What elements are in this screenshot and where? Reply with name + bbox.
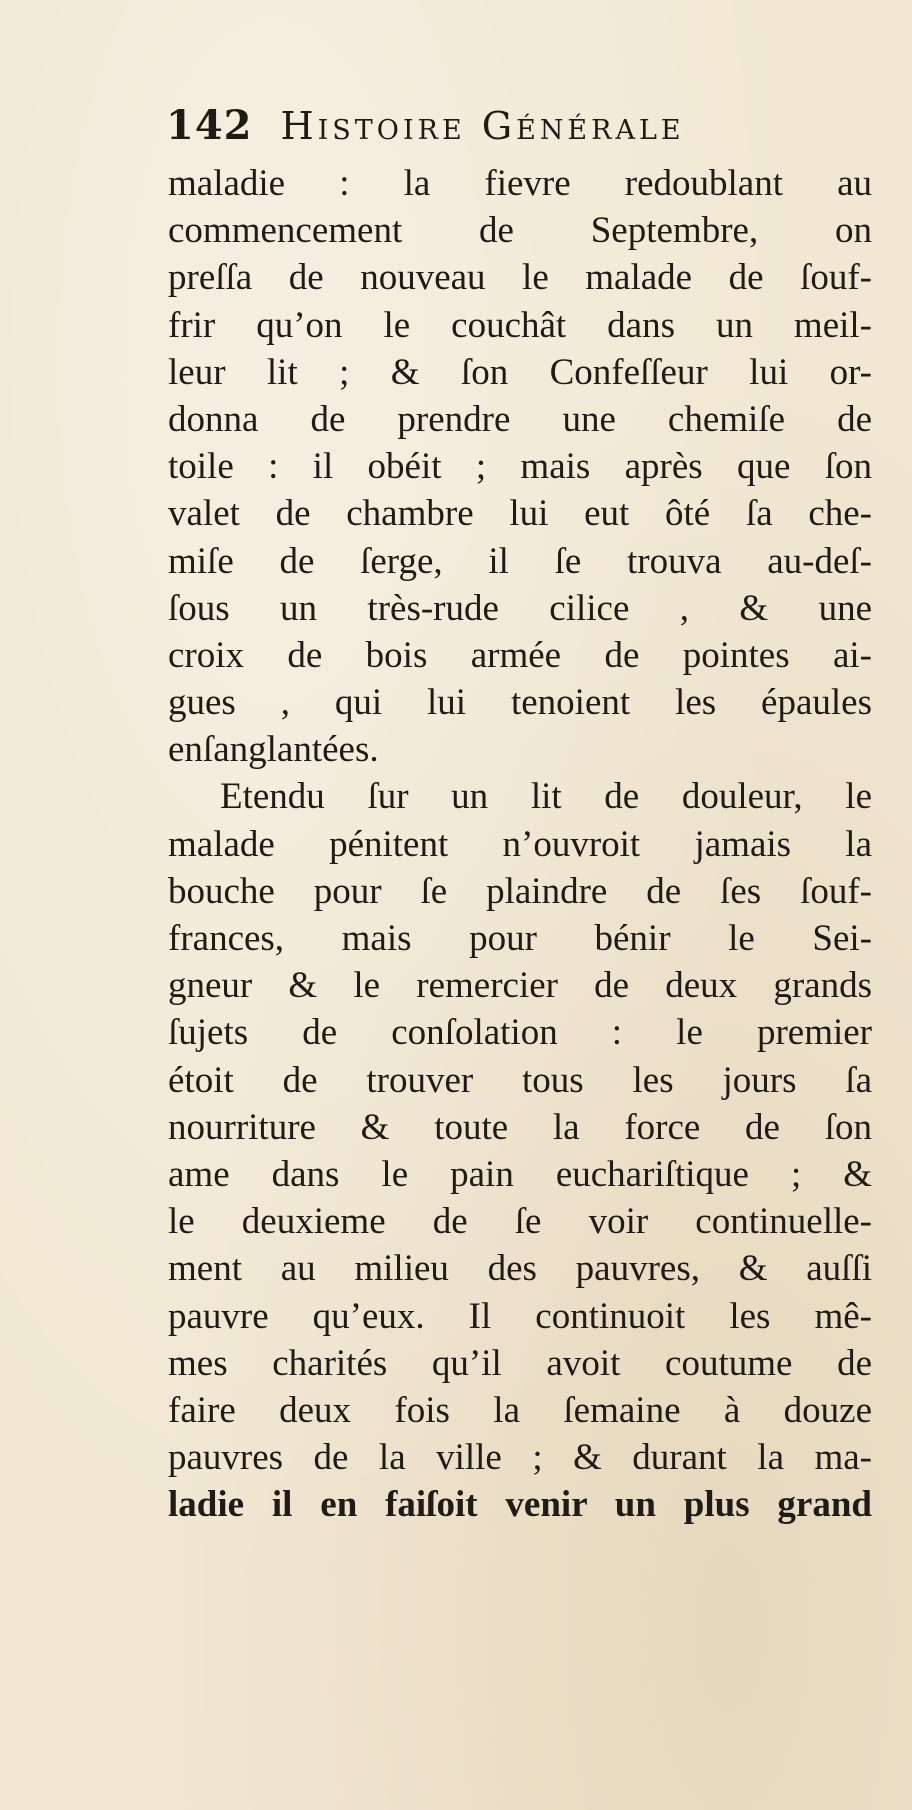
text-line-8: valet de chambre lui eut ôté ſa che-: [168, 493, 872, 535]
text-line-24: ment au milieu des pauvres, & auſſi: [168, 1248, 872, 1290]
text-line-12: gues , qui lui tenoient les épaules: [168, 682, 872, 724]
text-line-13: enſanglantées.: [168, 729, 379, 771]
text-line-23: le deuxieme de ſe voir continuelle-: [168, 1201, 872, 1243]
text-line-5: leur lit ; & ſon Confeſſeur lui or-: [168, 351, 872, 393]
text-line-9: miſe de ſerge, il ſe trouva au-deſ-: [168, 540, 872, 582]
text-line-16: bouche pour ſe plaindre de ſes ſouf-: [168, 870, 872, 912]
text-line-4: frir qu’on le couchât dans un meil-: [168, 304, 872, 346]
text-line-2: commencement de Septembre, on: [168, 210, 872, 252]
text-line-18: gneur & le remercier de deux grands: [168, 965, 872, 1007]
text-line-15: malade pénitent n’ouvroit jamais la: [168, 823, 872, 865]
text-line-1: maladie : la fievre redoublant au: [168, 163, 872, 204]
text-line-11: croix de bois armée de pointes ai-: [168, 634, 872, 676]
body-text: [168, 160, 872, 1528]
text-line-22: ame dans le pain euchariſtique ; &: [168, 1153, 872, 1195]
text-line-20: étoit de trouver tous les jours ſa: [168, 1059, 872, 1101]
running-head: [166, 102, 880, 154]
text-line-10: ſous un très-rude cilice , & une: [168, 587, 872, 629]
text-line-26: mes charités qu’il avoit coutume de: [168, 1342, 872, 1384]
text-line-28: pauvres de la ville ; & durant la ma-: [168, 1437, 872, 1479]
text-line-29: ladie il en faiſoit venir un plus grand: [168, 1484, 872, 1526]
text-line-27: faire deux fois la ſemaine à douze: [168, 1389, 872, 1431]
text-line-25: pauvre qu’eux. Il continuoit les mê-: [168, 1295, 872, 1337]
text-line-14: Etendu ſur un lit de douleur, le: [220, 776, 872, 818]
page-number: 142: [166, 102, 253, 149]
text-line-19: ſujets de conſolation : le premier: [168, 1012, 872, 1054]
text-line-6: donna de prendre une chemiſe de: [168, 398, 872, 440]
text-line-7: toile : il obéit ; mais après que ſon: [168, 446, 872, 488]
text-line-17: frances, mais pour bénir le Sei-: [168, 918, 872, 959]
running-title: Histoire Générale: [280, 104, 685, 148]
text-line-3: preſſa de nouveau le malade de ſouf-: [168, 257, 872, 299]
text-line-21: nourriture & toute la force de ſon: [168, 1106, 872, 1148]
